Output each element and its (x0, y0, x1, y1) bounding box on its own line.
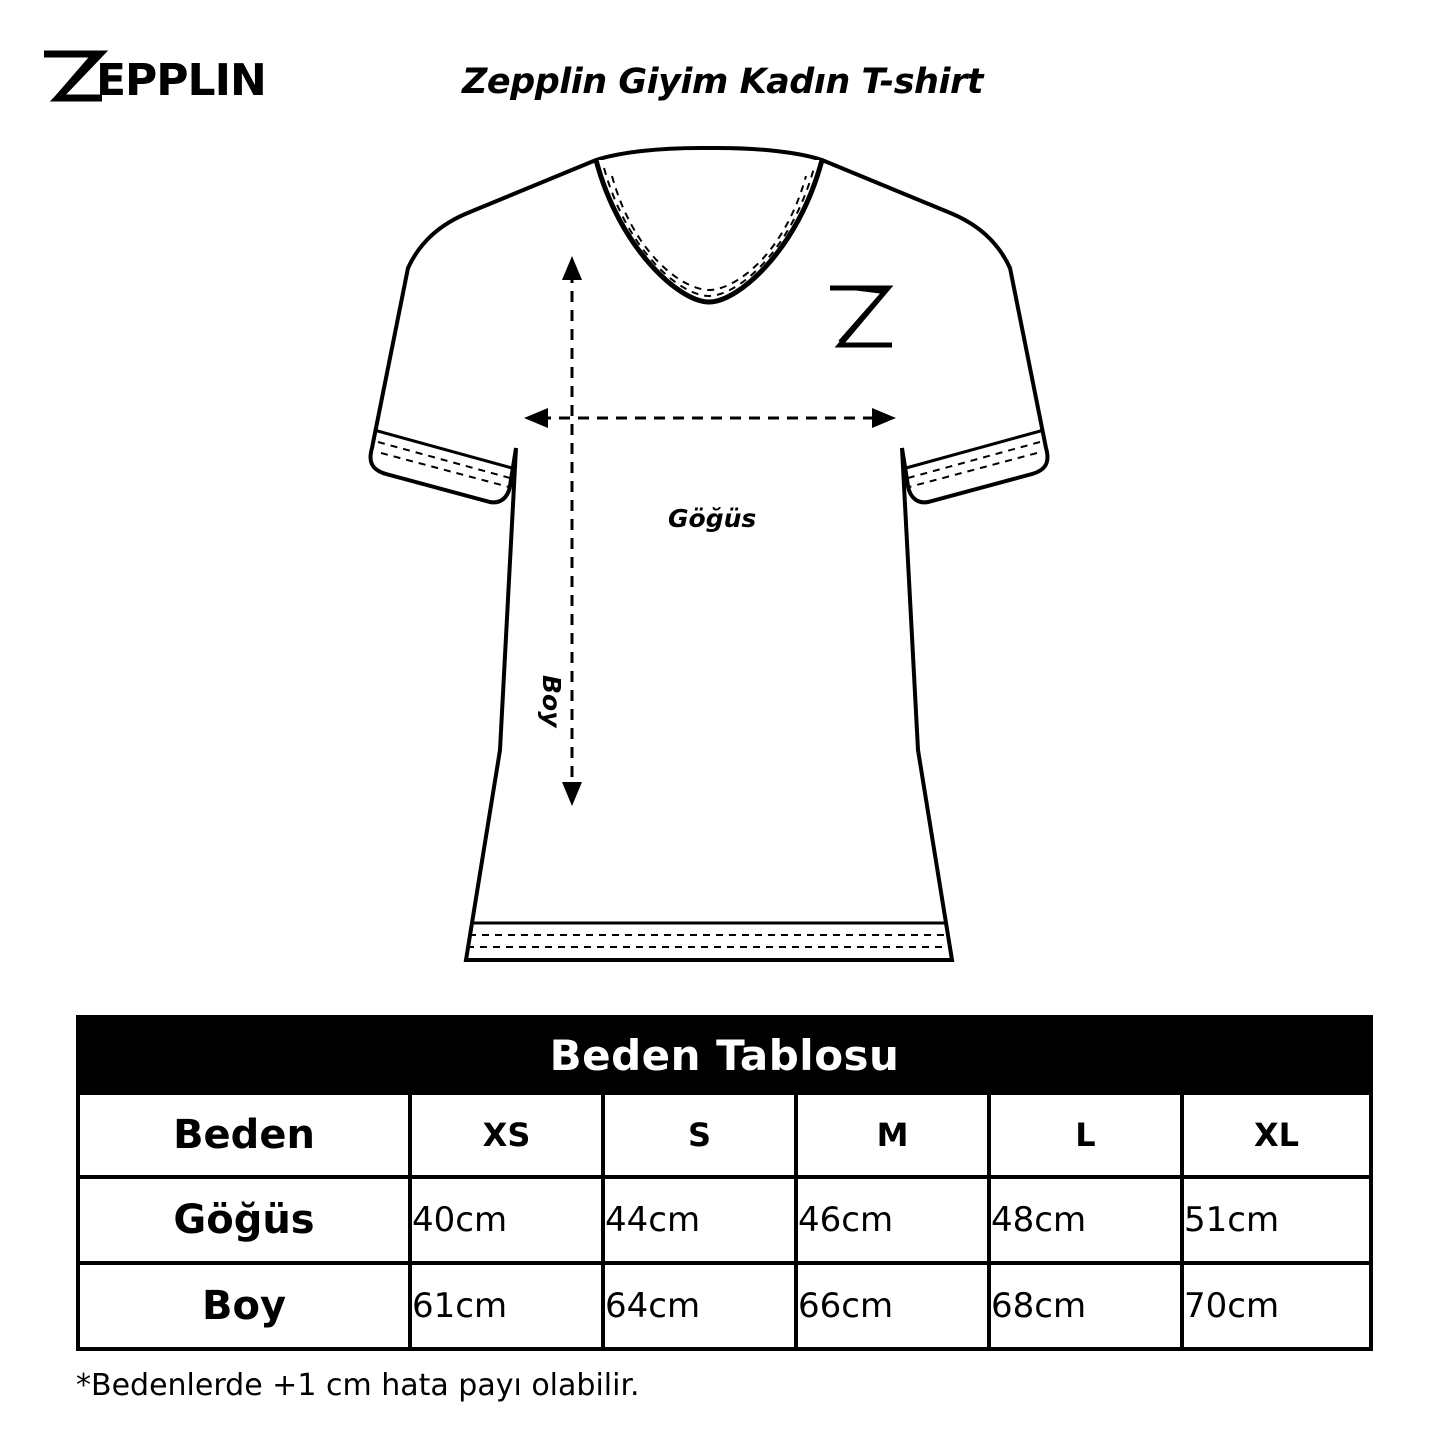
header-cell-l: L (989, 1093, 1182, 1177)
page-title-light: Zepplin Giyim (462, 62, 740, 102)
row-label-boy: Boy (78, 1263, 410, 1349)
table-row (78, 1263, 1371, 1349)
page-title (0, 62, 1445, 102)
page-title-bold: Kadın T-shirt (739, 62, 983, 102)
cell-boy-l: 68cm (989, 1263, 1182, 1349)
size-table-wrap (76, 1015, 1369, 1351)
footnote: *Bedenlerde +1 cm hata payı olabilir. (76, 1368, 640, 1403)
brand-logo-text: EPPLIN (96, 55, 266, 106)
cell-gogus-l: 48cm (989, 1177, 1182, 1263)
cell-boy-xs: 61cm (410, 1263, 603, 1349)
cell-boy-m: 66cm (796, 1263, 989, 1349)
chest-label: Göğüs (668, 504, 757, 533)
cell-gogus-s: 44cm (603, 1177, 796, 1263)
header-cell-xs: XS (410, 1093, 603, 1177)
length-label: Boy (537, 675, 566, 728)
header-cell-s: S (603, 1093, 796, 1177)
table-row (78, 1177, 1371, 1263)
cell-gogus-xs: 40cm (410, 1177, 603, 1263)
size-table (76, 1015, 1373, 1351)
header (0, 0, 1445, 135)
table-title-row (78, 1017, 1371, 1093)
tshirt-illustration (0, 130, 1445, 990)
header-cell-xl: XL (1182, 1093, 1371, 1177)
cell-gogus-xl: 51cm (1182, 1177, 1371, 1263)
cell-gogus-m: 46cm (796, 1177, 989, 1263)
tshirt-technical-drawing (0, 130, 1445, 990)
cell-boy-s: 64cm (603, 1263, 796, 1349)
row-label-gogus: Göğüs (78, 1177, 410, 1263)
header-cell-beden: Beden (78, 1093, 410, 1177)
size-table-title: Beden Tablosu (78, 1017, 1371, 1093)
header-cell-m: M (796, 1093, 989, 1177)
table-header-row (78, 1093, 1371, 1177)
cell-boy-xl: 70cm (1182, 1263, 1371, 1349)
